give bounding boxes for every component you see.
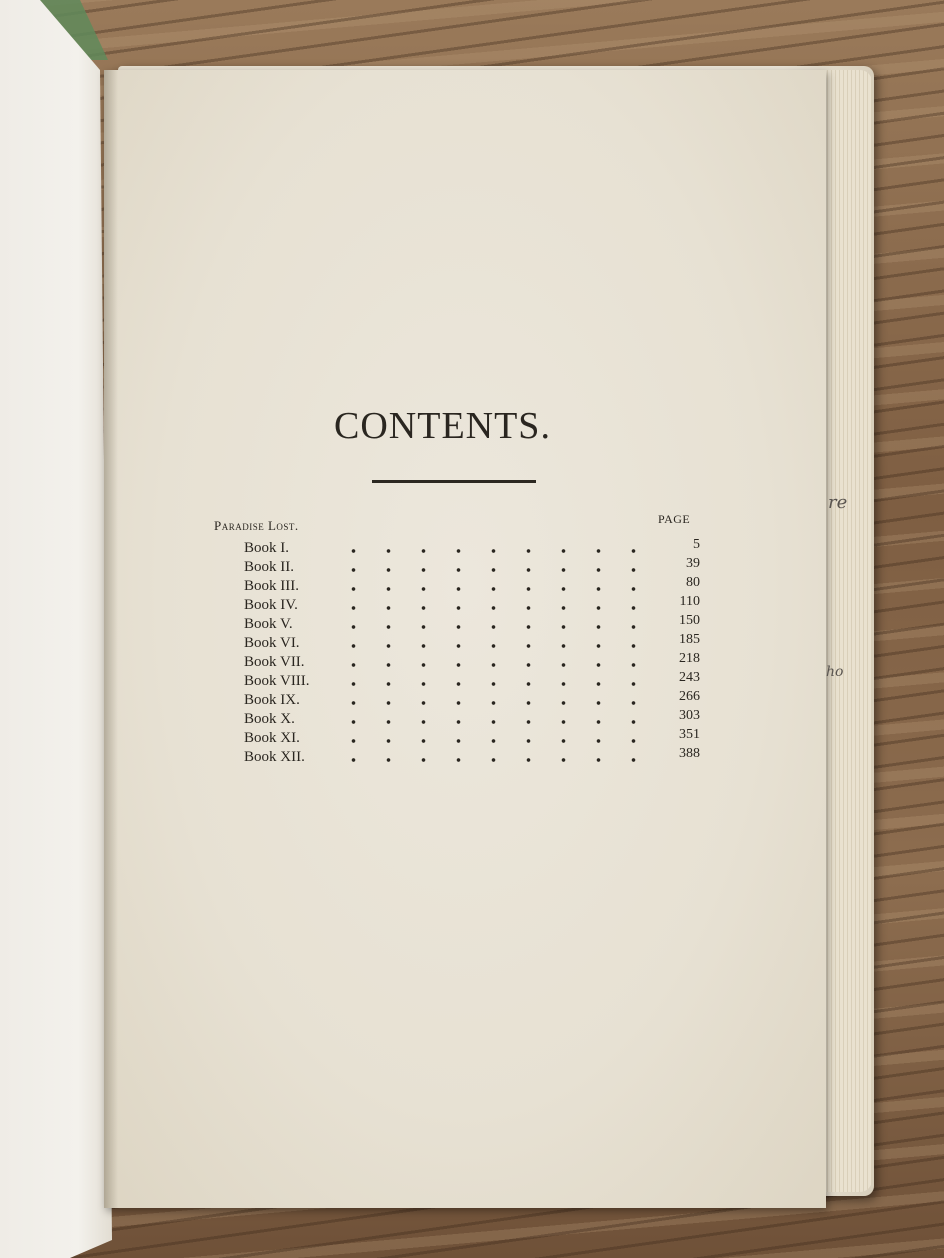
title-rule [372,480,536,483]
list-item [244,727,700,749]
dot-leader [336,739,660,743]
page-number: 266 [679,689,700,704]
dot-leader [336,644,660,648]
book-label: Book VII. [244,654,305,670]
dot-leader [336,587,660,591]
page-number: 185 [679,632,700,647]
page-column-label: PAGE [658,512,691,526]
page-number: 243 [679,670,700,685]
dot-leader [336,701,660,705]
page-number: 39 [686,556,700,571]
page-number: 351 [679,727,700,742]
list-item [244,746,700,768]
list-item [244,613,700,635]
book-label: Book III. [244,578,299,594]
book-label: Book XI. [244,730,300,746]
page-title: CONTENTS. [334,405,551,447]
page-gutter [104,70,118,1208]
dot-leader [336,549,660,553]
page-number: 388 [679,746,700,761]
list-item [244,575,700,597]
list-item [244,594,700,616]
book-label: Book IV. [244,597,298,613]
page-number: 303 [679,708,700,723]
section-label: Paradise Lost. [214,518,299,533]
book-label: Book VI. [244,635,300,651]
left-page [0,0,112,1258]
book-label: Book V. [244,616,293,632]
list-item [244,689,700,711]
dot-leader [336,720,660,724]
page-number: 150 [679,613,700,628]
list-item [244,632,700,654]
book-label: Book IX. [244,692,300,708]
book-label: Book XII. [244,749,305,765]
pencil-mark: ho [826,664,844,680]
dot-leader [336,568,660,572]
pencil-mark: re [828,492,848,513]
list-item [244,708,700,730]
dot-leader [336,758,660,762]
list-item [244,537,700,559]
list-item [244,651,700,673]
list-item [244,556,700,578]
list-item [244,670,700,692]
dot-leader [336,625,660,629]
book-label: Book VIII. [244,673,310,689]
page-number: 110 [679,594,700,609]
page-number: 80 [686,575,700,590]
page-edges [820,70,872,1192]
page-number: 218 [679,651,700,666]
book-label: Book II. [244,559,294,575]
dot-leader [336,606,660,610]
dot-leader [336,682,660,686]
book-label: Book I. [244,540,289,556]
dot-leader [336,663,660,667]
page-number: 5 [693,537,700,552]
book-label: Book X. [244,711,295,727]
